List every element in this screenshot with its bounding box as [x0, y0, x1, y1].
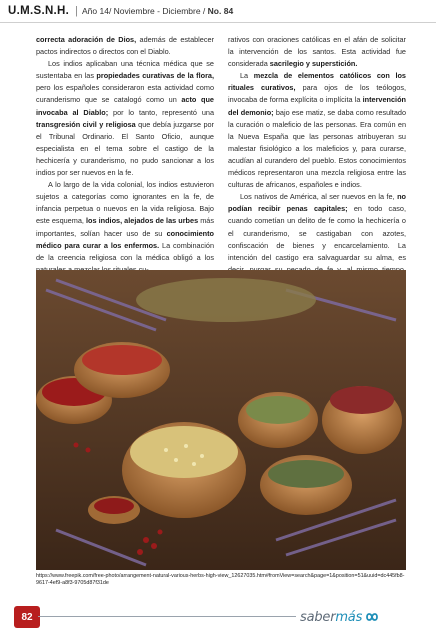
bold-phrase: conocimiento médico para curar a los enfermos.	[36, 228, 214, 250]
page-header	[0, 0, 436, 23]
sabermas-logo	[300, 608, 380, 626]
paragraph	[36, 34, 214, 58]
bold-phrase: sacrilegio y superstición.	[269, 59, 358, 69]
text-run: para ojos de los teólogos, invocaba de forma explícita o implícita la	[228, 83, 406, 105]
herbs-illustration	[36, 270, 406, 570]
logo-infinity-icon	[364, 609, 380, 625]
issue-date: Año 14/ Noviembre - Diciembre /	[82, 6, 208, 16]
header-separator: |	[75, 5, 78, 17]
paragraph	[228, 34, 406, 70]
logo-accent: más	[335, 609, 363, 625]
bold-phrase: mezcla de elementos católicos con los rituales curativos,	[228, 71, 406, 93]
text-run: que debía juzgarse por el Tribunal Ordinario. El Santo Oficio, aunque especialista en el tema sobre el castigo de la hechicería y curanderismo, no pudo sancionar a los indios por ser nuevos en la fe.	[36, 119, 214, 178]
bold-phrase: correcta adoración de Dios,	[36, 35, 137, 44]
text-run: Los indios aplicaban una técnica médica que se sustentaba en las	[36, 59, 214, 81]
text-run: rativos con oraciones católicas en el afán de solicitar la intervención de los santos. Esta actividad fue considerada	[228, 35, 406, 69]
page-number: 82	[14, 606, 40, 628]
text-run: por lo tanto, representó una	[108, 107, 215, 117]
bold-phrase: no podían recibir penas capitales;	[228, 192, 406, 214]
text-run: en todo caso, cuando cometían un delito de fe como la hechicería o el curanderismo, se castigaban con azotes, confiscación de bienes y encarcelamiento. La intención del castigo era salvaguardar su alma, es	[228, 204, 406, 262]
page-footer	[0, 604, 436, 640]
logo-text	[300, 610, 362, 625]
bold-phrase: propiedades curativas de la flora,	[96, 71, 214, 81]
bold-phrase: transgresión civil y religiosa	[36, 119, 136, 129]
text-run: A lo largo de la vida colonial, los indios estuvieron sujetos a categorías como ignorantes en la fe, de infancia perpetua o nuevos en la vida religiosa. Bajo este esquema,	[36, 180, 214, 226]
bold-phrase: intervención del demonio;	[228, 95, 406, 117]
publication-brand: U.M.S.N.H.	[8, 5, 70, 17]
text-run: La combinación de la creencia religiosa con la médica obligó a los	[36, 240, 215, 262]
text-run: La	[240, 71, 254, 81]
photo-credit: https://www.freepik.com/free-photo/arrangement-natural-various-herbs-high-view_12627035.htm#fromView=search&page=1&position=51&uuid=dc445fb8-9617-4ef9-a8f3-9705d87f31de	[36, 573, 405, 586]
paragraph	[36, 179, 214, 276]
text-run: bajo ese matiz, se daba como resultado la curación o maleficio de las personas. Era común en la Nueva España que las personas atribuyeran su malestar fisiológico a los maleficios y, para curarse, acudían al curandero del pueblo. Estos conocimientos médicos representaron una mezcla religiosa entre las culturas de africanos, españoles e indios.	[228, 107, 407, 190]
footer-divider	[38, 616, 296, 617]
bold-phrase: los indios, alejados de las urbes	[85, 216, 199, 226]
bold-phrase: acto que invocaba al Diablo;	[36, 95, 214, 117]
text-run: más importantes, solían hacer uso de su	[36, 216, 214, 238]
herbs-photo	[36, 270, 406, 570]
text-run: además de establecer pactos indirectos o directos con el Diablo.	[36, 35, 214, 57]
logo-word: saber	[300, 609, 336, 625]
issue-info	[82, 6, 233, 16]
text-run: Los nativos de América, al ser nuevos en la fe,	[240, 192, 398, 202]
right-text-column	[228, 34, 406, 288]
text-run: pero los españoles consideraron esta actividad como curanderismo que se catalogó como un	[36, 83, 214, 105]
paragraph	[228, 70, 406, 191]
left-text-column	[36, 34, 214, 276]
issue-number: No. 84	[207, 6, 234, 16]
paragraph	[36, 58, 214, 179]
